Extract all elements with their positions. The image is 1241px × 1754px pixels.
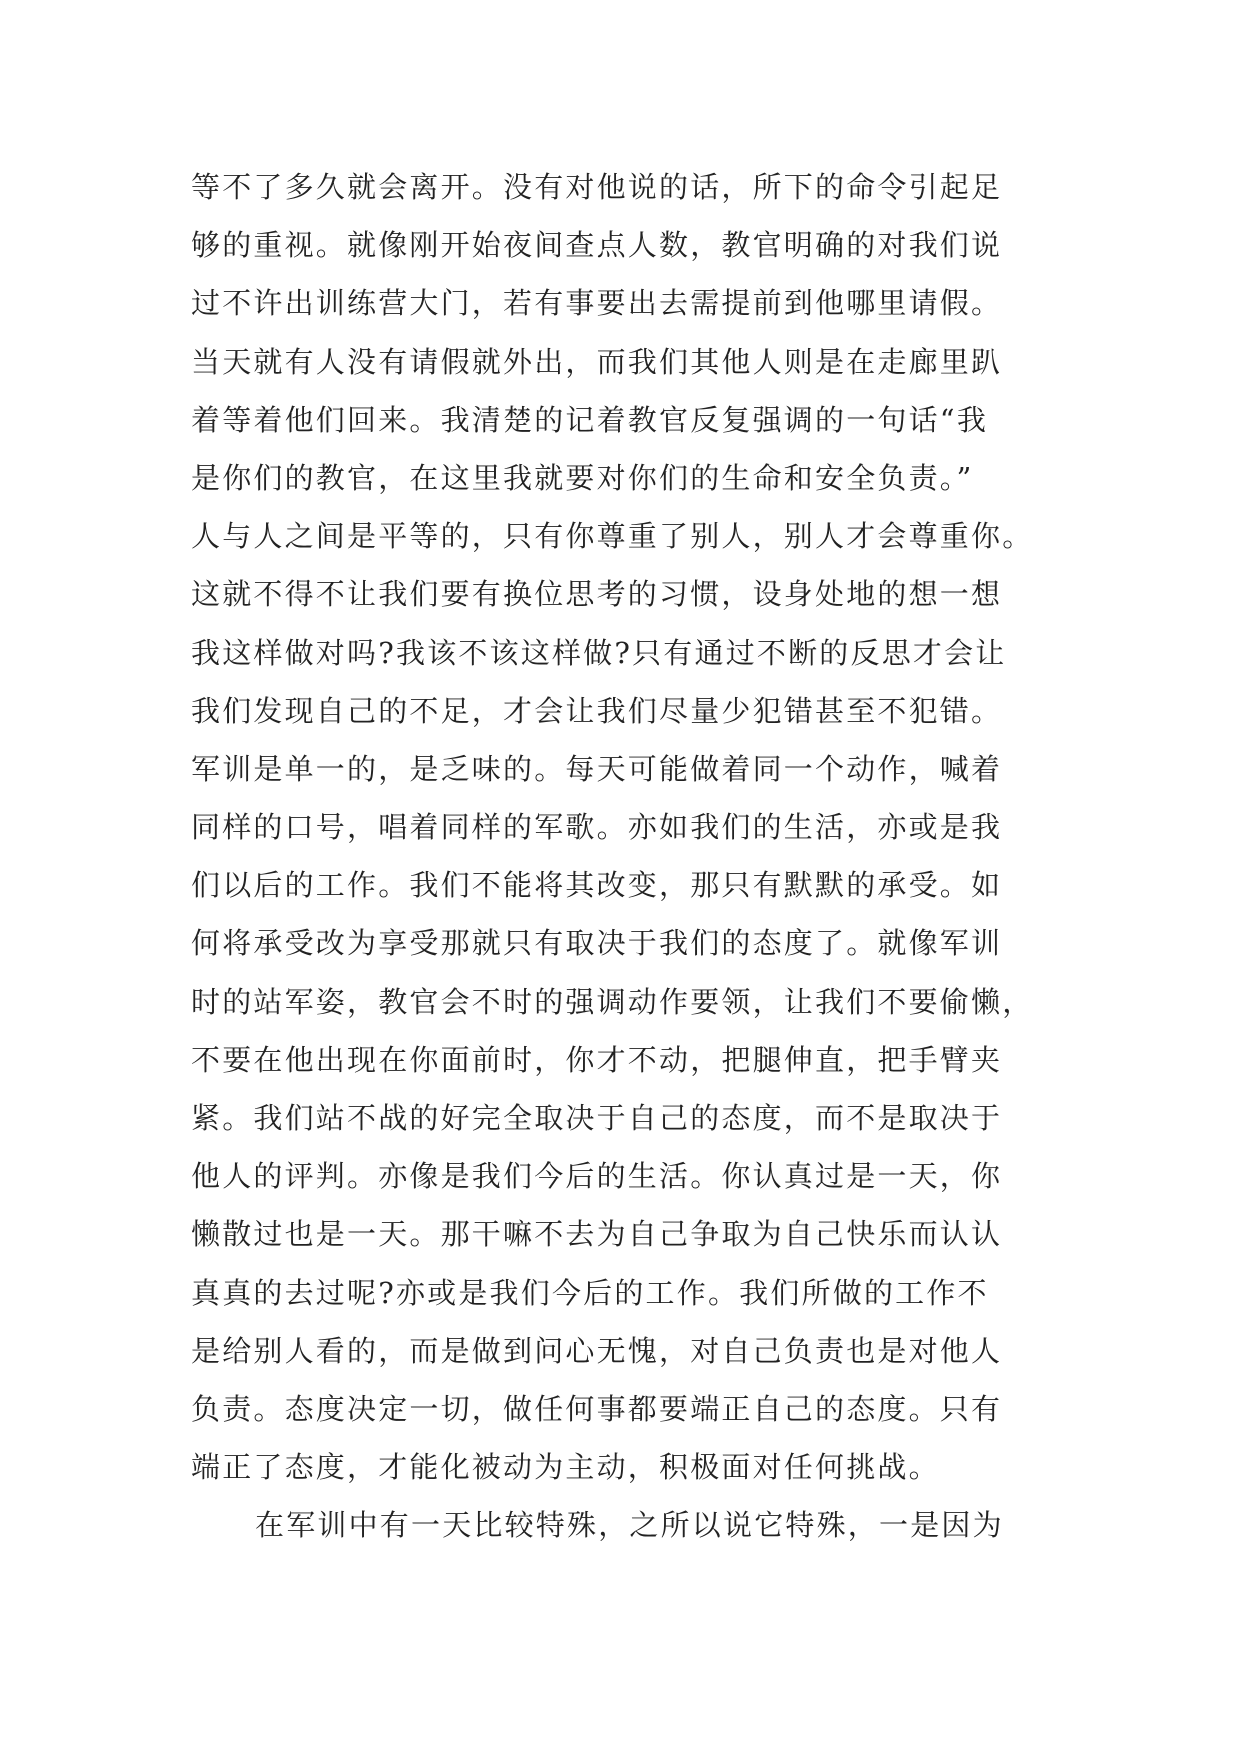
text-line: 不要在他出现在你面前时，你才不动，把腿伸直，把手臂夹 (191, 1042, 1003, 1077)
body-text (191, 158, 1071, 1555)
text-line: 懒散过也是一天。那干嘛不去为自己争取为自己快乐而认认 (191, 1217, 1003, 1252)
text-line: 当天就有人没有请假就外出，而我们其他人则是在走廊里趴 (191, 344, 1003, 379)
text-line: 负责。态度决定一切，做任何事都要端正自己的态度。只有 (191, 1391, 1003, 1426)
text-line: 真真的去过呢?亦或是我们今后的工作。我们所做的工作不 (191, 1275, 989, 1310)
paragraph-start-line: 在军训中有一天比较特殊，之所以说它特殊，一是因为 (255, 1508, 1004, 1543)
text-line: 紧。我们站不战的好完全取决于自己的态度，而不是取决于 (191, 1101, 1003, 1135)
text-line: 人与人之间是平等的，只有你尊重了别人，别人才会尊重你。 (191, 519, 1034, 554)
text-line: 着等着他们回来。我清楚的记着教官反复强调的一句话“我 (191, 402, 989, 437)
text-line: 过不许出训练营大门，若有事要出去需提前到他哪里请假。 (191, 286, 1003, 321)
text-line: 是你们的教官，在这里我就要对你们的生命和安全负责。” (191, 460, 974, 495)
text-line: 他人的评判。亦像是我们今后的生活。你认真过是一天，你 (191, 1159, 1003, 1194)
text-line: 们以后的工作。我们不能将其改变，那只有默默的承受。如 (191, 868, 1003, 903)
text-line: 端正了态度，才能化被动为主动，积极面对任何挑战。 (191, 1450, 940, 1485)
text-line: 时的站军姿，教官会不时的强调动作要领，让我们不要偷懒， (191, 984, 1034, 1019)
text-line: 这就不得不让我们要有换位思考的习惯，设身处地的想一想 (191, 577, 1003, 612)
text-line: 等不了多久就会离开。没有对他说的话，所下的命令引起足 (191, 170, 1003, 204)
text-line: 够的重视。就像刚开始夜间查点人数，教官明确的对我们说 (191, 228, 1003, 263)
text-line: 同样的口号，唱着同样的军歌。亦如我们的生活，亦或是我 (191, 810, 1003, 845)
text-line: 我这样做对吗?我该不该这样做?只有通过不断的反思才会让 (191, 635, 1007, 670)
text-line: 军训是单一的，是乏味的。每天可能做着同一个动作，喊着 (191, 751, 1003, 786)
text-line: 我们发现自己的不足，才会让我们尽量少犯错甚至不犯错。 (191, 693, 1003, 728)
text-line: 是给别人看的，而是做到问心无愧，对自己负责也是对他人 (191, 1333, 1003, 1368)
text-line: 何将承受改为享受那就只有取决于我们的态度了。就像军训 (191, 926, 1003, 961)
